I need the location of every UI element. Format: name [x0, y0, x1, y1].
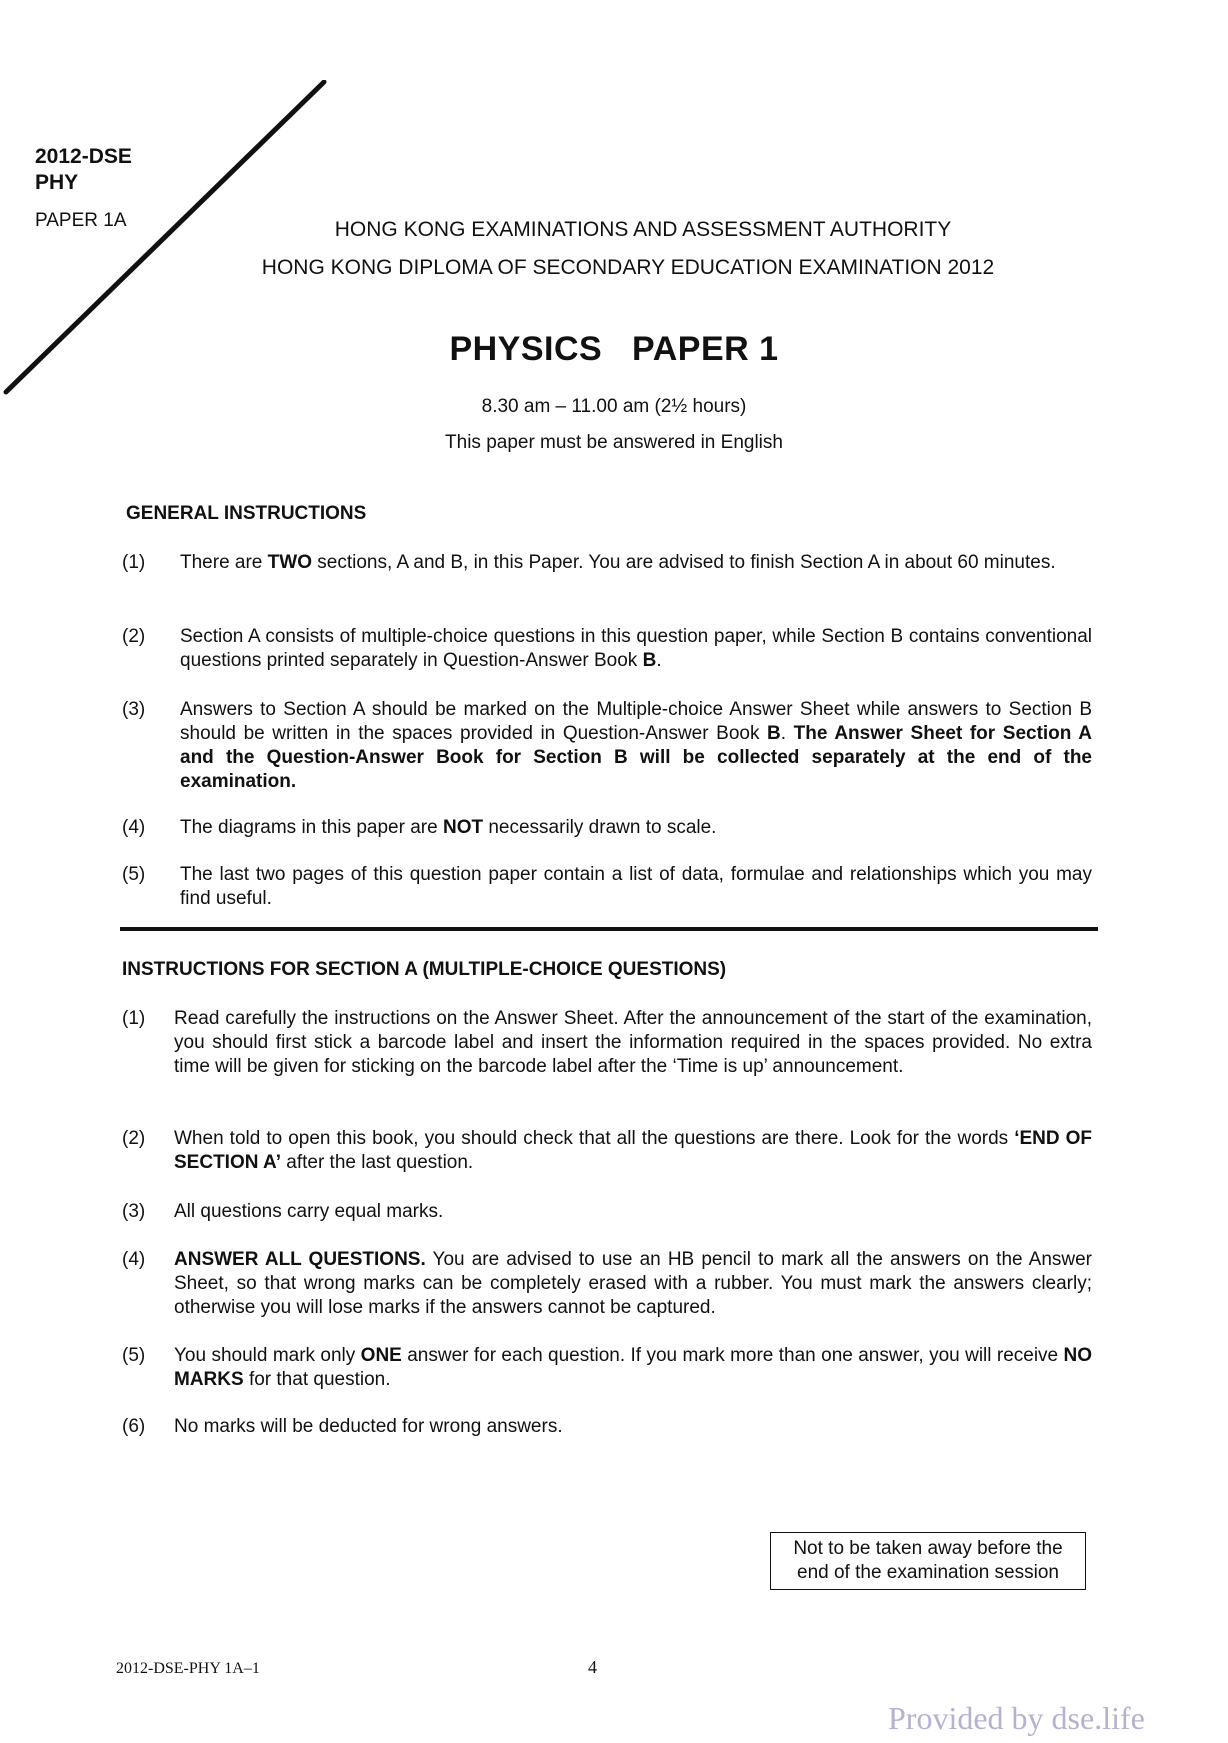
instruction-text [174, 1200, 1092, 1224]
instruction-text-run: for that question. [243, 1369, 391, 1390]
instruction-text [174, 1415, 1092, 1439]
instruction-text [180, 698, 1092, 794]
instruction-text [180, 625, 1092, 673]
section-a-heading: INSTRUCTIONS FOR SECTION A (MULTIPLE-CHOICE QUESTIONS) [122, 959, 727, 980]
instruction-text [174, 1248, 1092, 1320]
instruction-text-run: There are [180, 552, 268, 573]
instruction-item [122, 698, 1092, 794]
instruction-item [122, 625, 1092, 673]
provided-by-watermark: Provided by dse.life [888, 1700, 1145, 1736]
instruction-text [174, 1007, 1092, 1079]
instruction-text [174, 1344, 1092, 1392]
instruction-text-run: NOT [442, 817, 484, 838]
instruction-text-run: TWO [267, 552, 312, 573]
instruction-text-run: ‘END OF SECTION A’ [174, 1128, 1092, 1173]
instruction-number: (1) [122, 1008, 146, 1029]
instruction-text-run: When told to open this book, you should check that all the questions are there. Look for the words [174, 1128, 1015, 1149]
instruction-number: (5) [122, 864, 146, 885]
paper-title: PHYSICS PAPER 1 [449, 330, 779, 368]
instruction-number: (2) [122, 1128, 146, 1149]
instruction-text-run: . [656, 650, 662, 671]
instruction-text-run: The last two pages of this question paper contain a list of data, formulae and relationships which you may find useful. [180, 864, 1092, 909]
instruction-text-run: No marks will be deducted for wrong answers. [174, 1416, 563, 1437]
instruction-item [122, 551, 1092, 575]
instruction-number: (3) [122, 1201, 146, 1222]
instruction-number: (5) [122, 1345, 146, 1366]
instruction-text [180, 863, 1092, 911]
instruction-number: (1) [122, 552, 146, 573]
instruction-text-run: You are advised to use an HB pencil to mark all the answers on the Answer Sheet, so that wrong marks can be completely erased with a rubber. You must mark the answers clearly; otherwise you will lose marks if the answers cannot be captured. [174, 1249, 1092, 1318]
instruction-item [122, 1344, 1092, 1392]
exam-code: 2012-DSE [35, 145, 132, 168]
authority-name: HONG KONG EXAMINATIONS AND ASSESSMENT AUTHORITY [334, 218, 952, 241]
instruction-text [174, 1127, 1092, 1175]
instruction-text-run: after the last question. [280, 1152, 474, 1173]
general-instructions-heading: GENERAL INSTRUCTIONS [126, 503, 367, 524]
instruction-text-run: B [642, 650, 657, 671]
instruction-text [180, 816, 1092, 840]
instruction-item [122, 1200, 1092, 1224]
notice-line-2: end of the examination session [797, 1562, 1059, 1583]
instruction-text [180, 551, 1092, 575]
instruction-number: (4) [122, 1249, 146, 1270]
exam-time: 8.30 am – 11.00 am (2½ hours) [481, 396, 747, 417]
notice-box [770, 1532, 1086, 1590]
language-note: This paper must be answered in English [445, 432, 783, 453]
instruction-item [122, 1248, 1092, 1320]
section-divider [120, 927, 1098, 931]
instruction-item [122, 1127, 1092, 1175]
instruction-text-run: B [767, 723, 781, 744]
instruction-text-run: Section A consists of multiple-choice questions in this question paper, while Section B contains conventional questions printed separately in Question-Answer Book [180, 626, 1092, 671]
instruction-text-run: ONE [360, 1345, 402, 1366]
instruction-number: (4) [122, 817, 146, 838]
instruction-text-run: Read carefully the instructions on the Answer Sheet. After the announcement of the start of the examination, you should first stick a barcode label and insert the information required in the spaces provided. No extra time will be given for sticking on the barcode label after the ‘Time is up’ announcement. [174, 1008, 1092, 1077]
instruction-text-run: answer for each question. If you mark more than one answer, you will receive [401, 1345, 1064, 1366]
exam-name: HONG KONG DIPLOMA OF SECONDARY EDUCATION EXAMINATION 2012 [261, 256, 995, 279]
notice-line-1: Not to be taken away before the [793, 1538, 1063, 1559]
instruction-text-run: All questions carry equal marks. [174, 1201, 444, 1222]
footer-code: 2012-DSE-PHY 1A–1 [116, 1660, 260, 1677]
instruction-item [122, 863, 1092, 911]
instruction-text-run: ANSWER ALL QUESTIONS. [174, 1249, 426, 1270]
page-number: 4 [588, 1657, 597, 1677]
instruction-number: (2) [122, 626, 146, 647]
instruction-number: (6) [122, 1416, 146, 1437]
instruction-text-run: The Answer Sheet for Section A and the Question-Answer Book for Section B will be collected separately at the end of the examination. [180, 723, 1092, 792]
instruction-text-run: You should mark only [174, 1345, 361, 1366]
instruction-text-run: necessarily drawn to scale. [483, 817, 717, 838]
instruction-number: (3) [122, 699, 146, 720]
instruction-item [122, 1007, 1092, 1079]
instruction-text-run: NO MARKS [174, 1345, 1092, 1390]
subject-code: PHY [35, 171, 79, 194]
instruction-text-run: . [780, 723, 794, 744]
instruction-text-run: Answers to Section A should be marked on the Multiple-choice Answer Sheet while answers to Section B should be written in the spaces provided in Question-Answer Book [180, 699, 1092, 744]
paper-label: PAPER 1A [35, 210, 127, 231]
instruction-item [122, 1415, 1092, 1439]
instruction-item [122, 816, 1092, 840]
instruction-text-run: sections, A and B, in this Paper. You are advised to finish Section A in about 60 minutes. [311, 552, 1056, 573]
instruction-text-run: The diagrams in this paper are [180, 817, 443, 838]
